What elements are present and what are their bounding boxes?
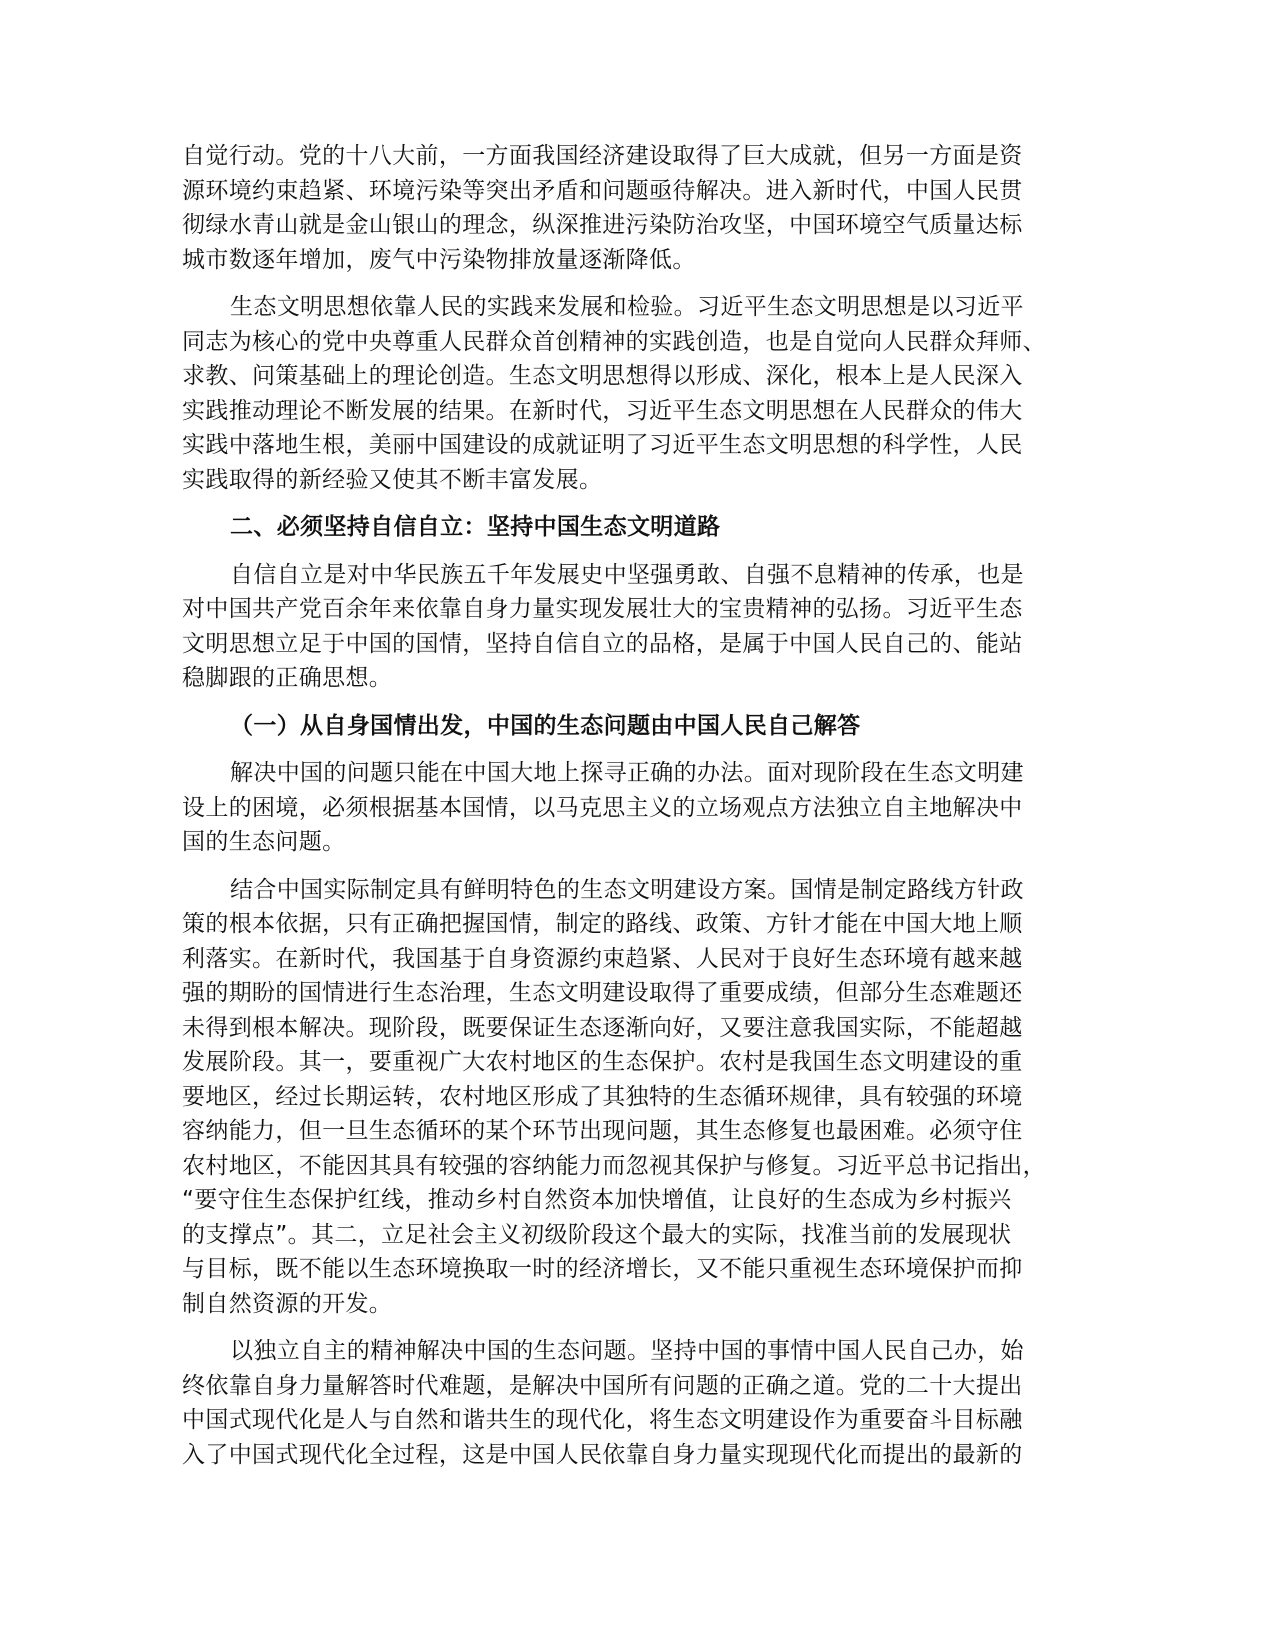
text-line: 国的生态问题。: [182, 829, 346, 855]
text-line: 入了中国式现代化全过程，这是中国人民依靠自身力量实现现代化而提出的最新的: [182, 1441, 1023, 1468]
text-line: 城市数逐年增加，废气中污染物排放量逐渐降低。: [182, 246, 696, 273]
document-page: [182, 139, 1092, 1472]
text-line: 利落实。在新时代，我国基于自身资源约束趋紧、人民对于良好生态环境有越来越: [182, 945, 1023, 972]
text-line: 求教、问策基础上的理论创造。生态文明思想得以形成、深化，根本上是人民深入: [182, 363, 1023, 389]
text-line: 要地区，经过长期运转，农村地区形成了其独特的生态循环规律，具有较强的环境: [182, 1083, 1023, 1110]
text-line: 发展阶段。其一，要重视广大农村地区的生态保护。农村是我国生态文明建设的重: [182, 1049, 1023, 1075]
text-line: 文明思想立足于中国的国情，坚持自信自立的品格，是属于中国人民自己的、能站: [182, 630, 1023, 657]
text-line: 结合中国实际制定具有鲜明特色的生态文明建设方案。国情是制定路线方针政: [230, 876, 1024, 903]
text-line: 自觉行动。党的十八大前，一方面我国经济建设取得了巨大成就，但另一方面是资: [182, 143, 1023, 169]
text-line: 设上的困境，必须根据基本国情，以马克思主义的立场观点方法独立自主地解决中: [182, 794, 1023, 821]
text-line: 实践取得的新经验又使其不断丰富发展。: [182, 466, 603, 493]
text-line: 生态文明思想依靠人民的实践来发展和检验。习近平生态文明思想是以习近平: [230, 294, 1024, 320]
text-line: 彻绿水青山就是金山银山的理念，纵深推进污染防治攻坚，中国环境空气质量达标: [182, 212, 1023, 238]
text-line: 实践推动理论不断发展的结果。在新时代，习近平生态文明思想在人民群众的伟大: [182, 397, 1023, 424]
paragraph-self-confidence: [182, 558, 1092, 696]
text-line: 与目标，既不能以生态环境换取一时的经济增长，又不能只重视生态环境保护而抑: [182, 1256, 1023, 1282]
text-line: 未得到根本解决。现阶段，既要保证生态逐渐向好，又要注意我国实际，不能超越: [182, 1014, 1023, 1041]
text-line: 农村地区，不能因其具有较强的容纳能力而忽视其保护与修复。习近平总书记指出，: [182, 1152, 1046, 1179]
text-line: 容纳能力，但一旦生态循环的某个环节出现问题，其生态修复也最困难。必须守住: [182, 1118, 1023, 1144]
section-heading: [182, 510, 1092, 545]
text-line: “要守住生态保护红线，推动乡村自然资本加快增值，让良好的生态成为乡村振兴: [182, 1187, 1012, 1213]
text-line: 稳脚跟的正确思想。: [182, 665, 393, 691]
text-line: 自信自立是对中华民族五千年发展史中坚强勇敢、自强不息精神的传承，也是: [230, 561, 1024, 588]
text-line: 同志为核心的党中央尊重人民群众首创精神的实践创造，也是自觉向人民群众拜师、: [182, 328, 1046, 355]
paragraph-solve-problems: [182, 756, 1092, 860]
subheading-line: （一）从自身国情出发，中国的生态问题由中国人民自己解答: [230, 712, 861, 739]
text-line: 实践中落地生根，美丽中国建设的成就证明了习近平生态文明思想的科学性，人民: [182, 432, 1023, 458]
text-line: 源环境约束趋紧、环境污染等突出矛盾和问题亟待解决。进入新时代，中国人民贯: [182, 177, 1023, 204]
text-line: 以独立自主的精神解决中国的生态问题。坚持中国的事情中国人民自己办，始: [230, 1338, 1024, 1364]
text-line: 中国式现代化是人与自然和谐共生的现代化，将生态文明建设作为重要奋斗目标融: [182, 1407, 1023, 1433]
paragraph-continuation: [182, 139, 1092, 277]
subsection-heading: [182, 709, 1092, 744]
text-line: 策的根本依据，只有正确把握国情，制定的路线、政策、方针才能在中国大地上顺: [182, 911, 1023, 937]
text-line: 制自然资源的开发。: [182, 1290, 393, 1317]
heading-line: 二、必须坚持自信自立：坚持中国生态文明道路: [230, 514, 721, 540]
paragraph-ecological-thought-practice: [182, 290, 1092, 497]
text-line: 强的期盼的国情进行生态治理，生态文明建设取得了重要成绩，但部分生态难题还: [182, 980, 1023, 1006]
text-line: 解决中国的问题只能在中国大地上探寻正确的办法。面对现阶段在生态文明建: [230, 760, 1024, 786]
paragraph-independent-spirit: [182, 1334, 1092, 1472]
paragraph-national-conditions: [182, 873, 1092, 1322]
text-line: 的支撑点”。其二，立足社会主义初级阶段这个最大的实际，找准当前的发展现状: [182, 1221, 1012, 1248]
text-line: 终依靠自身力量解答时代难题，是解决中国所有问题的正确之道。党的二十大提出: [182, 1372, 1023, 1399]
text-line: 对中国共产党百余年来依靠自身力量实现发展壮大的宝贵精神的弘扬。习近平生态: [182, 596, 1023, 622]
